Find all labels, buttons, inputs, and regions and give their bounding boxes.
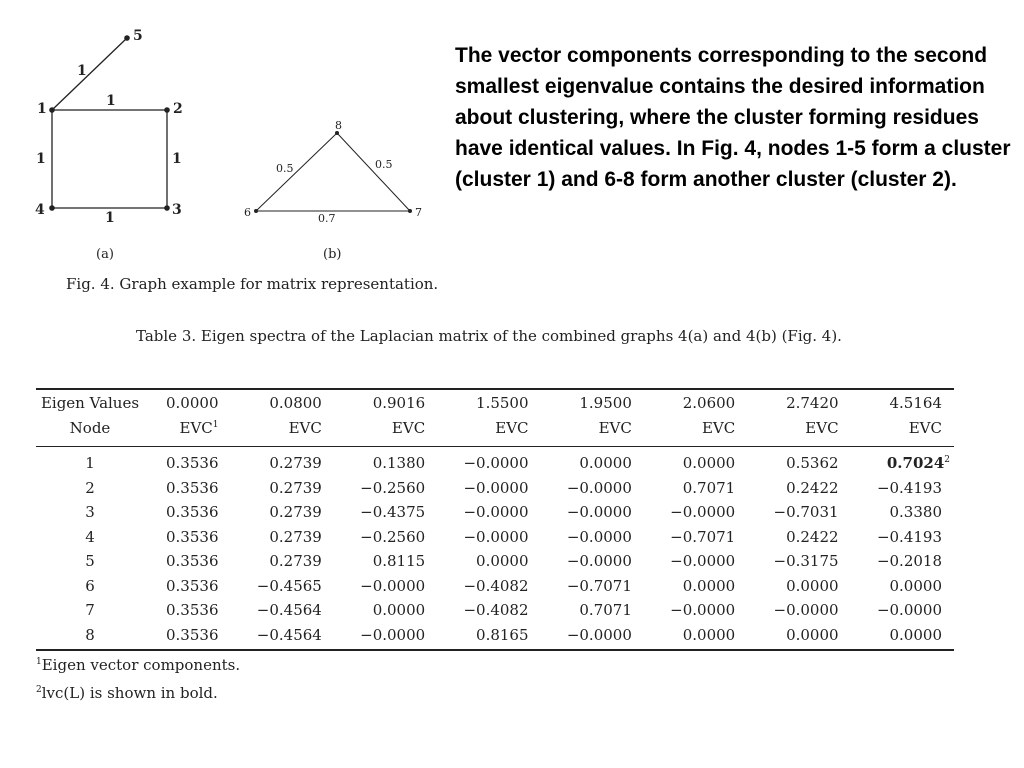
node-8-label: 8	[335, 119, 342, 132]
table-row	[36, 574, 954, 599]
node-id-cell: 4	[85, 527, 95, 546]
evc-value-cell: 0.0000	[372, 601, 426, 620]
eigenvalue-5: 1.9500	[579, 393, 632, 412]
evc-value-cell: 0.3536	[166, 576, 219, 595]
table-row	[36, 549, 954, 574]
evc-value-cell: 0.0000	[682, 576, 736, 595]
eigenvalue-1: 0.0000	[166, 393, 219, 412]
header-row-eigenvalues	[36, 390, 954, 415]
footnote-2-marker: 2	[36, 685, 42, 695]
evc-value-cell: 0.0000	[786, 576, 839, 595]
eigenvalue-8: 4.5164	[889, 393, 942, 412]
evc-value-cell: 0.2739	[269, 454, 322, 473]
node-1-dot	[49, 107, 55, 113]
evc-value-cell: 0.0000	[682, 454, 736, 473]
evc-value-cell: −0.0000	[773, 601, 839, 620]
node-3-dot	[164, 205, 170, 211]
eigenvalue-4: 1.5500	[476, 393, 529, 412]
table-row	[36, 598, 954, 623]
edge-8-7	[337, 133, 410, 211]
evc-value-cell: −0.0000	[566, 527, 632, 546]
node-id-cell: 6	[85, 576, 95, 595]
evc-header-2: EVC	[288, 418, 322, 437]
footnote-2	[36, 684, 240, 712]
evc-value-cell: −0.0000	[463, 503, 529, 522]
evc-value-cell: 0.0000	[786, 625, 839, 644]
explanation-paragraph: The vector components corresponding to the second smallest eigenvalue contains the desired information about clustering, where the cluster forming residues have identical values. In Fig. 4, nodes 1-5 form a cluster (cluster 1) and 6-8 form another cluster (cluster 2).	[455, 44, 1011, 191]
evc-value-cell: −0.4564	[256, 625, 322, 644]
edge-4-1-weight: 1	[36, 151, 46, 167]
evc-value-cell: −0.0000	[670, 503, 736, 522]
node-3-label: 3	[172, 202, 182, 218]
table-bottom-rule	[36, 649, 954, 651]
table-row	[36, 623, 954, 648]
evc-value-cell: −0.0000	[566, 503, 632, 522]
footnote-ref-2: 2	[944, 455, 950, 466]
table-row	[36, 476, 954, 501]
evc-value-cell: −0.4082	[463, 576, 529, 595]
node-id-cell: 2	[85, 478, 95, 497]
header-row-evc	[36, 415, 954, 440]
evc-value-cell: 0.3380	[889, 503, 942, 522]
node-id-cell: 1	[85, 454, 95, 473]
node-7-dot	[408, 209, 412, 213]
evc-value-cell: −0.7071	[566, 576, 632, 595]
evc-value-cell: 0.2739	[269, 552, 322, 571]
evc-value-cell: −0.2560	[360, 527, 426, 546]
evc-value-cell: 0.0000	[682, 625, 736, 644]
node-4-label: 4	[35, 202, 45, 218]
footnote-2-text: lvc(L) is shown in bold.	[41, 684, 218, 702]
evc-value-cell: 0.0000	[579, 454, 632, 473]
edge-1-5	[52, 38, 127, 110]
evc-value-cell: 0.0000	[889, 576, 942, 595]
evc-header-5: EVC	[598, 418, 632, 437]
lvc-bold-value: 0.7024	[886, 454, 945, 473]
evc-value-cell: 0.2739	[269, 503, 322, 522]
evc-value-cell: −0.2018	[876, 552, 942, 571]
evc-value-cell: −0.0000	[566, 478, 632, 497]
edge-1-2-weight: 1	[106, 93, 116, 109]
header-node-label: Node	[69, 418, 111, 437]
footnote-1-text: Eigen vector components.	[41, 656, 241, 674]
edge-3-4-weight: 1	[105, 210, 115, 226]
evc-header-8: EVC	[908, 418, 942, 437]
table-caption: Table 3. Eigen spectra of the Laplacian matrix of the combined graphs 4(a) and 4(b) (Fig. 4).	[136, 327, 842, 345]
table-row	[36, 525, 954, 550]
evc-header-6: EVC	[701, 418, 736, 437]
footnote-ref-1: 1	[212, 419, 219, 430]
evc-value-cell: 0.3536	[166, 503, 219, 522]
graph-a-sublabel: (a)	[96, 247, 114, 262]
evc-value-cell: −0.7031	[773, 503, 839, 522]
edge-8-6-weight: 0.5	[276, 162, 294, 175]
evc-value-cell: 0.3536	[166, 478, 219, 497]
evc-value-cell: −0.2560	[360, 478, 426, 497]
evc-value-cell: −0.4565	[256, 576, 322, 595]
evc-value-cell: 0.8115	[372, 552, 426, 571]
graph-b	[244, 119, 422, 262]
graph-b-sublabel: (b)	[323, 247, 342, 262]
evc-value-cell: −0.4082	[463, 601, 529, 620]
evc-value-cell: −0.3175	[773, 552, 839, 571]
table-row	[36, 447, 954, 476]
evc-value-cell: 0.7071	[682, 478, 736, 497]
eigenvalue-7: 2.7420	[786, 393, 839, 412]
node-id-cell: 3	[85, 503, 95, 522]
edge-8-6	[256, 133, 337, 211]
evc-value-cell: −0.0000	[463, 527, 529, 546]
evc-value-cell: −0.4193	[876, 527, 942, 546]
evc-value-cell: −0.0000	[463, 454, 529, 473]
evc-value-cell: −0.0000	[566, 625, 632, 644]
node-id-cell: 8	[85, 625, 95, 644]
evc-value-cell: 0.2739	[269, 478, 322, 497]
table-body	[36, 447, 954, 648]
evc-value-cell: 0.5362	[786, 454, 839, 473]
evc-header-4: EVC	[495, 418, 529, 437]
eigen-spectra-table	[36, 388, 954, 651]
evc-value-cell: −0.4193	[876, 478, 942, 497]
node-6-dot	[254, 209, 258, 213]
evc-value-cell: −0.4564	[256, 601, 322, 620]
evc-value-cell: 0.2422	[786, 478, 839, 497]
edge-6-7-weight: 0.7	[318, 212, 336, 225]
evc-value-cell	[851, 447, 954, 476]
evc-value-cell: −0.0000	[670, 552, 736, 571]
edge-8-7-weight: 0.5	[375, 158, 393, 171]
edge-2-3-weight: 1	[172, 151, 182, 167]
node-id-cell: 7	[85, 601, 95, 620]
node-2-label: 2	[173, 101, 183, 117]
evc-value-cell: −0.0000	[670, 601, 736, 620]
evc-value-cell: −0.0000	[876, 601, 942, 620]
table-row	[36, 500, 954, 525]
evc-header-1	[144, 415, 231, 440]
header-eigen-values-label: Eigen Values	[40, 393, 140, 412]
graph-figure	[0, 0, 460, 300]
evc-header-7: EVC	[805, 418, 839, 437]
evc-value-cell: −0.0000	[360, 625, 426, 644]
footnote-1-marker: 1	[36, 657, 42, 667]
evc-header-3: EVC	[391, 418, 426, 437]
eigenvalue-6: 2.0600	[682, 393, 736, 412]
node-5-dot	[124, 35, 130, 41]
node-4-dot	[49, 205, 55, 211]
evc-value-cell: 0.0000	[889, 625, 942, 644]
evc-value-cell: 0.8165	[476, 625, 529, 644]
node-5-label: 5	[133, 28, 143, 44]
evc-value-cell: 0.3536	[166, 454, 219, 473]
evc-value-cell: −0.4375	[360, 503, 426, 522]
figure-caption: Fig. 4. Graph example for matrix representation.	[66, 275, 439, 293]
evc-value-cell: −0.7071	[670, 527, 736, 546]
evc-value-cell: 0.7071	[579, 601, 632, 620]
node-2-dot	[164, 107, 170, 113]
evc-value-cell: 0.2739	[269, 527, 322, 546]
node-6-label: 6	[244, 206, 251, 219]
evc-value-cell: −0.0000	[360, 576, 426, 595]
node-1-label: 1	[37, 101, 47, 117]
node-id-cell: 5	[85, 552, 95, 571]
evc-value-cell: 0.2422	[786, 527, 839, 546]
graph-a	[35, 28, 183, 262]
eigenvalue-2: 0.0800	[269, 393, 322, 412]
edge-1-5-weight: 1	[77, 63, 87, 79]
footnote-1	[36, 656, 240, 684]
evc-label: EVC	[179, 418, 213, 437]
eigenvalue-3: 0.9016	[372, 393, 426, 412]
evc-value-cell: −0.0000	[566, 552, 632, 571]
evc-value-cell: 0.1380	[372, 454, 426, 473]
evc-value-cell: 0.3536	[166, 527, 219, 546]
node-7-label: 7	[415, 206, 422, 219]
evc-value-cell: 0.0000	[476, 552, 529, 571]
table-footnotes	[36, 656, 240, 712]
evc-value-cell: 0.3536	[166, 625, 219, 644]
evc-value-cell: 0.3536	[166, 552, 219, 571]
evc-value-cell: −0.0000	[463, 478, 529, 497]
evc-value-cell: 0.3536	[166, 601, 219, 620]
